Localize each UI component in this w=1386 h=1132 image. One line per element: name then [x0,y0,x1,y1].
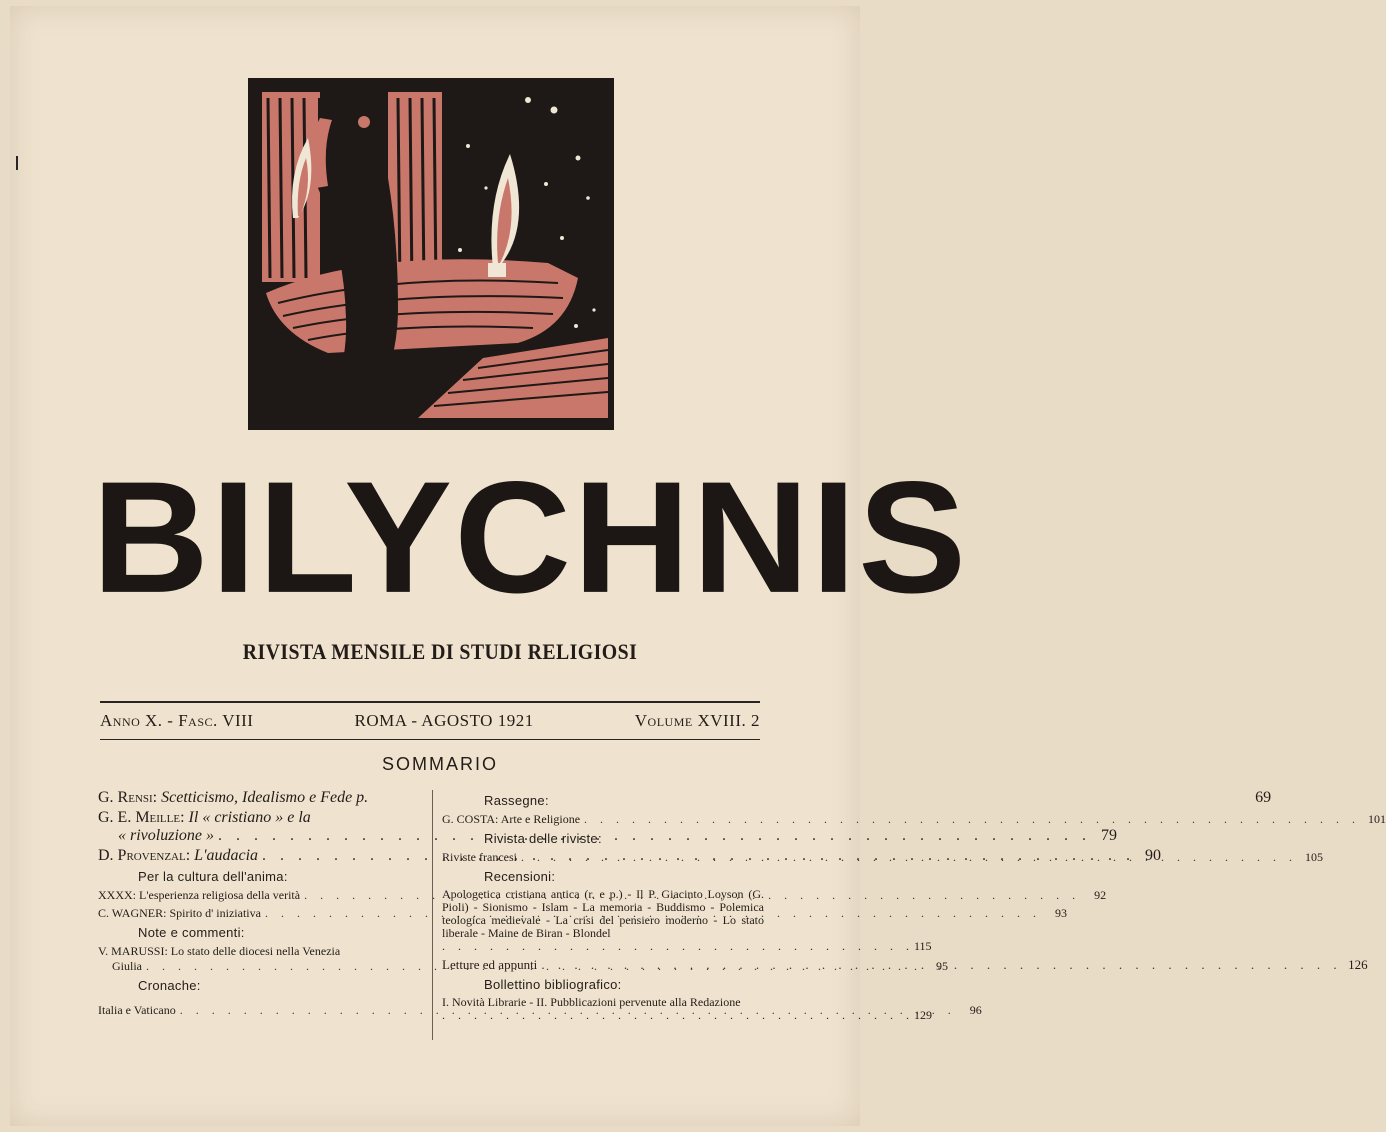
toc-entry: D. Provenzal: L'audacia . . . 90 [98,847,422,865]
recensioni-block: Apologetica cristiana antica (r. e p.) - Il P. Giacinto Loyson (G. Pioli) - Sionismo - Islam - La memoria - Buddismo - Polemica teologica medievale - La crisi del pensiero moderno - Lo stato liberale - Maine de Biran - Blondel . . . . . . . . . . . . . . . . . . . . . . . . . . . . . . 115 [442,887,932,953]
toc-entry: G. E. Meille: Il « cristiano » e la [98,809,311,826]
section-heading: Bollettino bibliografico: [484,977,622,992]
masthead-title: BILYCHNIS [92,448,969,627]
issue-mark: 2 [750,711,760,730]
toc-entry: XXXX: L'esperienza religiosa della verità . . . 92 [98,888,422,903]
toc-entry: Letture ed appunti . . . 126 [442,957,764,973]
toc-entry: Italia e Vaticano . . . 96 [98,1003,422,1018]
toc-entry: G. Rensi: Scetticismo, Idealismo e Fede p. 69 [98,789,1272,806]
section-heading: Rassegne: [484,793,549,808]
section-heading: Cronache: [138,978,201,993]
section-heading: Per la cultura dell'anima: [138,869,288,884]
toc-entry: V. MARUSSI: Lo stato delle diocesi nella Venezia [98,944,341,958]
sommario-heading: SOMMARIO [381,754,498,774]
issue-info-bar [100,701,760,740]
toc-entry: G. COSTA: Arte e Religione . . . 101 [442,812,764,827]
toc-entry: C. WAGNER: Spirito d' iniziativa . . . 93 [98,906,422,921]
section-heading: Recensioni: [484,869,556,884]
lamp-woodcut-svg [248,78,614,430]
toc-entry-cont: Giulia . . . 95 [98,959,422,974]
masthead-subtitle: RIVISTA MENSILE DI STUDI RELIGIOSI [242,639,638,664]
toc-entry-cont: « rivoluzione » . . . 79 [98,827,422,845]
bollettino-block: I. Novità Librarie - II. Pubblicazioni pervenute alla Redazione . . . . . . . . . . . . . . . . . . . . . . . . . . . . . . 129 [442,995,932,1022]
issue-volume: Volume XVIII. 2 [634,711,760,730]
issue-anno: Anno X. - Fasc. VIII [100,711,254,730]
edge-mark [16,156,18,170]
toc-entry: Riviste francesi . . . 105 [442,850,764,865]
issue-place-date: ROMA - AGOSTO 1921 [354,711,534,730]
section-heading: Rivista delle riviste: [484,831,602,846]
woodcut-lamp-illustration [248,78,614,430]
section-heading: Note e commenti: [138,925,245,940]
magazine-cover [10,6,1386,1126]
